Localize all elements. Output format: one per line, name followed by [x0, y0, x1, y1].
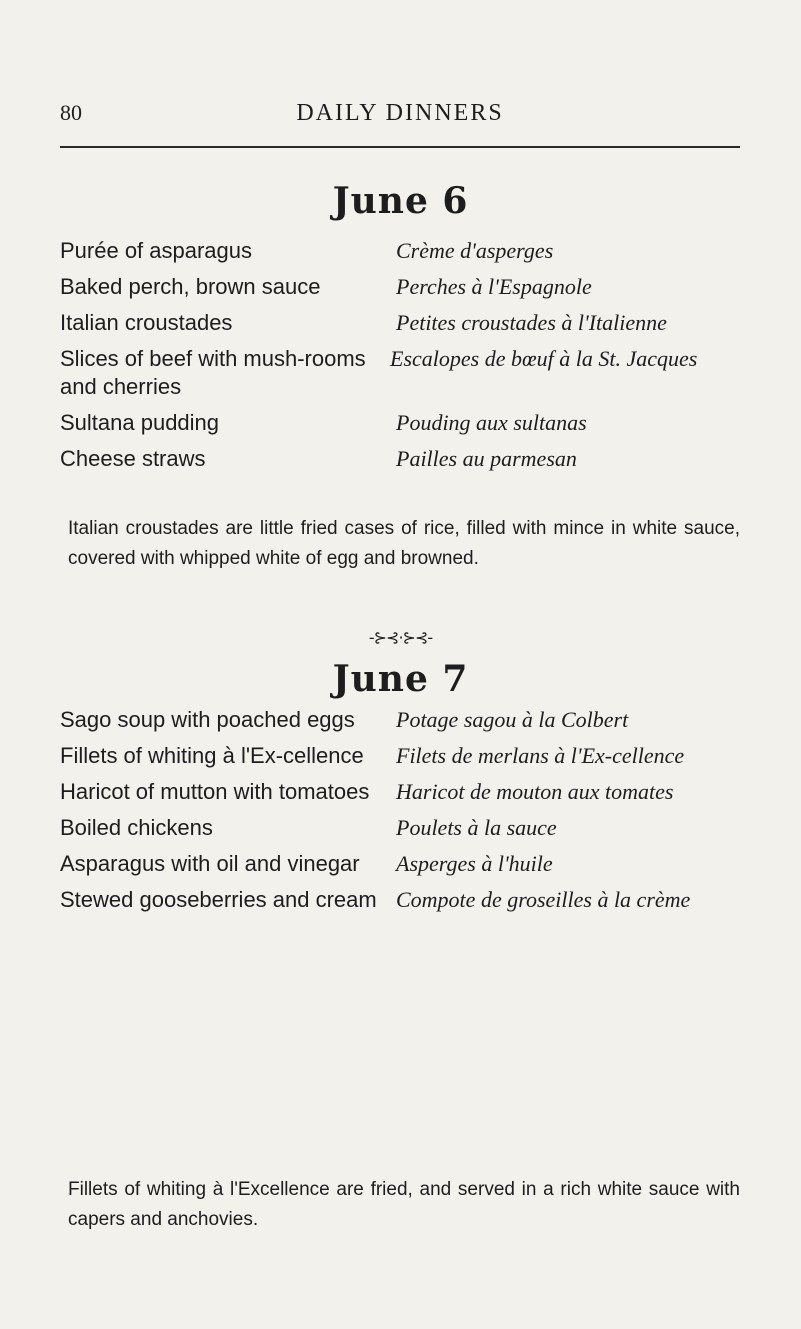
page-number: 80: [60, 100, 82, 125]
menu-row: [60, 886, 750, 914]
dish-french: Petites croustades à l'Italienne: [396, 310, 667, 335]
dish-french: Crème d'asperges: [396, 238, 554, 263]
dish-english: Stewed gooseberries and cream: [60, 887, 377, 912]
menu-row: [60, 778, 750, 806]
day-title-june-6: June 6: [332, 180, 469, 222]
dish-french: Perches à l'Espagnole: [396, 274, 592, 299]
dish-english: Cheese straws: [60, 446, 206, 471]
dish-french: Asperges à l'huile: [396, 851, 553, 876]
menu-row: [60, 309, 750, 337]
dish-english: Sultana pudding: [60, 410, 220, 435]
note-june-6: Italian croustades are little fried cases of rice, filled with mince in white sauce, covered with whipped white of egg and browned.: [68, 518, 740, 569]
dish-english: Slices of beef with mush-rooms and cherries: [60, 346, 366, 399]
dish-french: Potage sagou à la Colbert: [396, 707, 629, 732]
running-title: DAILY DINNERS: [296, 100, 504, 126]
dish-french: Poulets à la sauce: [396, 815, 557, 840]
menu-row: [60, 445, 750, 473]
menu-june-7: [60, 706, 750, 922]
menu-row: [60, 742, 750, 770]
section-ornament: -⊱⊰·⊱⊰-: [368, 628, 433, 647]
dish-french: Pailles au parmesan: [396, 446, 577, 471]
menu-row: [60, 345, 750, 401]
dish-english: Fillets of whiting à l'Ex-cellence: [60, 743, 364, 768]
dish-english: Purée of asparagus: [60, 238, 253, 263]
menu-june-6: [60, 237, 750, 481]
dish-french: Filets de merlans à l'Ex-cellence: [396, 743, 685, 768]
menu-row: [60, 706, 750, 734]
dish-english: Sago soup with poached eggs: [60, 707, 355, 732]
dish-english: Italian croustades: [60, 310, 233, 335]
dish-english: Baked perch, brown sauce: [60, 274, 321, 299]
menu-row: [60, 237, 750, 265]
dish-french: Escalopes de bœuf à la St. Jacques: [390, 346, 698, 371]
menu-row: [60, 409, 750, 437]
dish-english: Asparagus with oil and vinegar: [60, 851, 360, 876]
header-rule: [60, 146, 740, 148]
page-header: [60, 100, 740, 140]
menu-row: [60, 814, 750, 842]
menu-row: [60, 273, 750, 301]
dish-french: Pouding aux sultanas: [396, 410, 587, 435]
dish-english: Boiled chickens: [60, 815, 213, 840]
menu-row: [60, 850, 750, 878]
dish-english: Haricot of mutton with tomatoes: [60, 779, 370, 804]
note-june-7: Fillets of whiting à l'Excellence are fried, and served in a rich white sauce with capers and anchovies.: [68, 1179, 740, 1230]
dish-french: Compote de groseilles à la crème: [396, 887, 691, 912]
dish-french: Haricot de mouton aux tomates: [396, 779, 674, 804]
day-title-june-7: June 7: [332, 658, 469, 700]
